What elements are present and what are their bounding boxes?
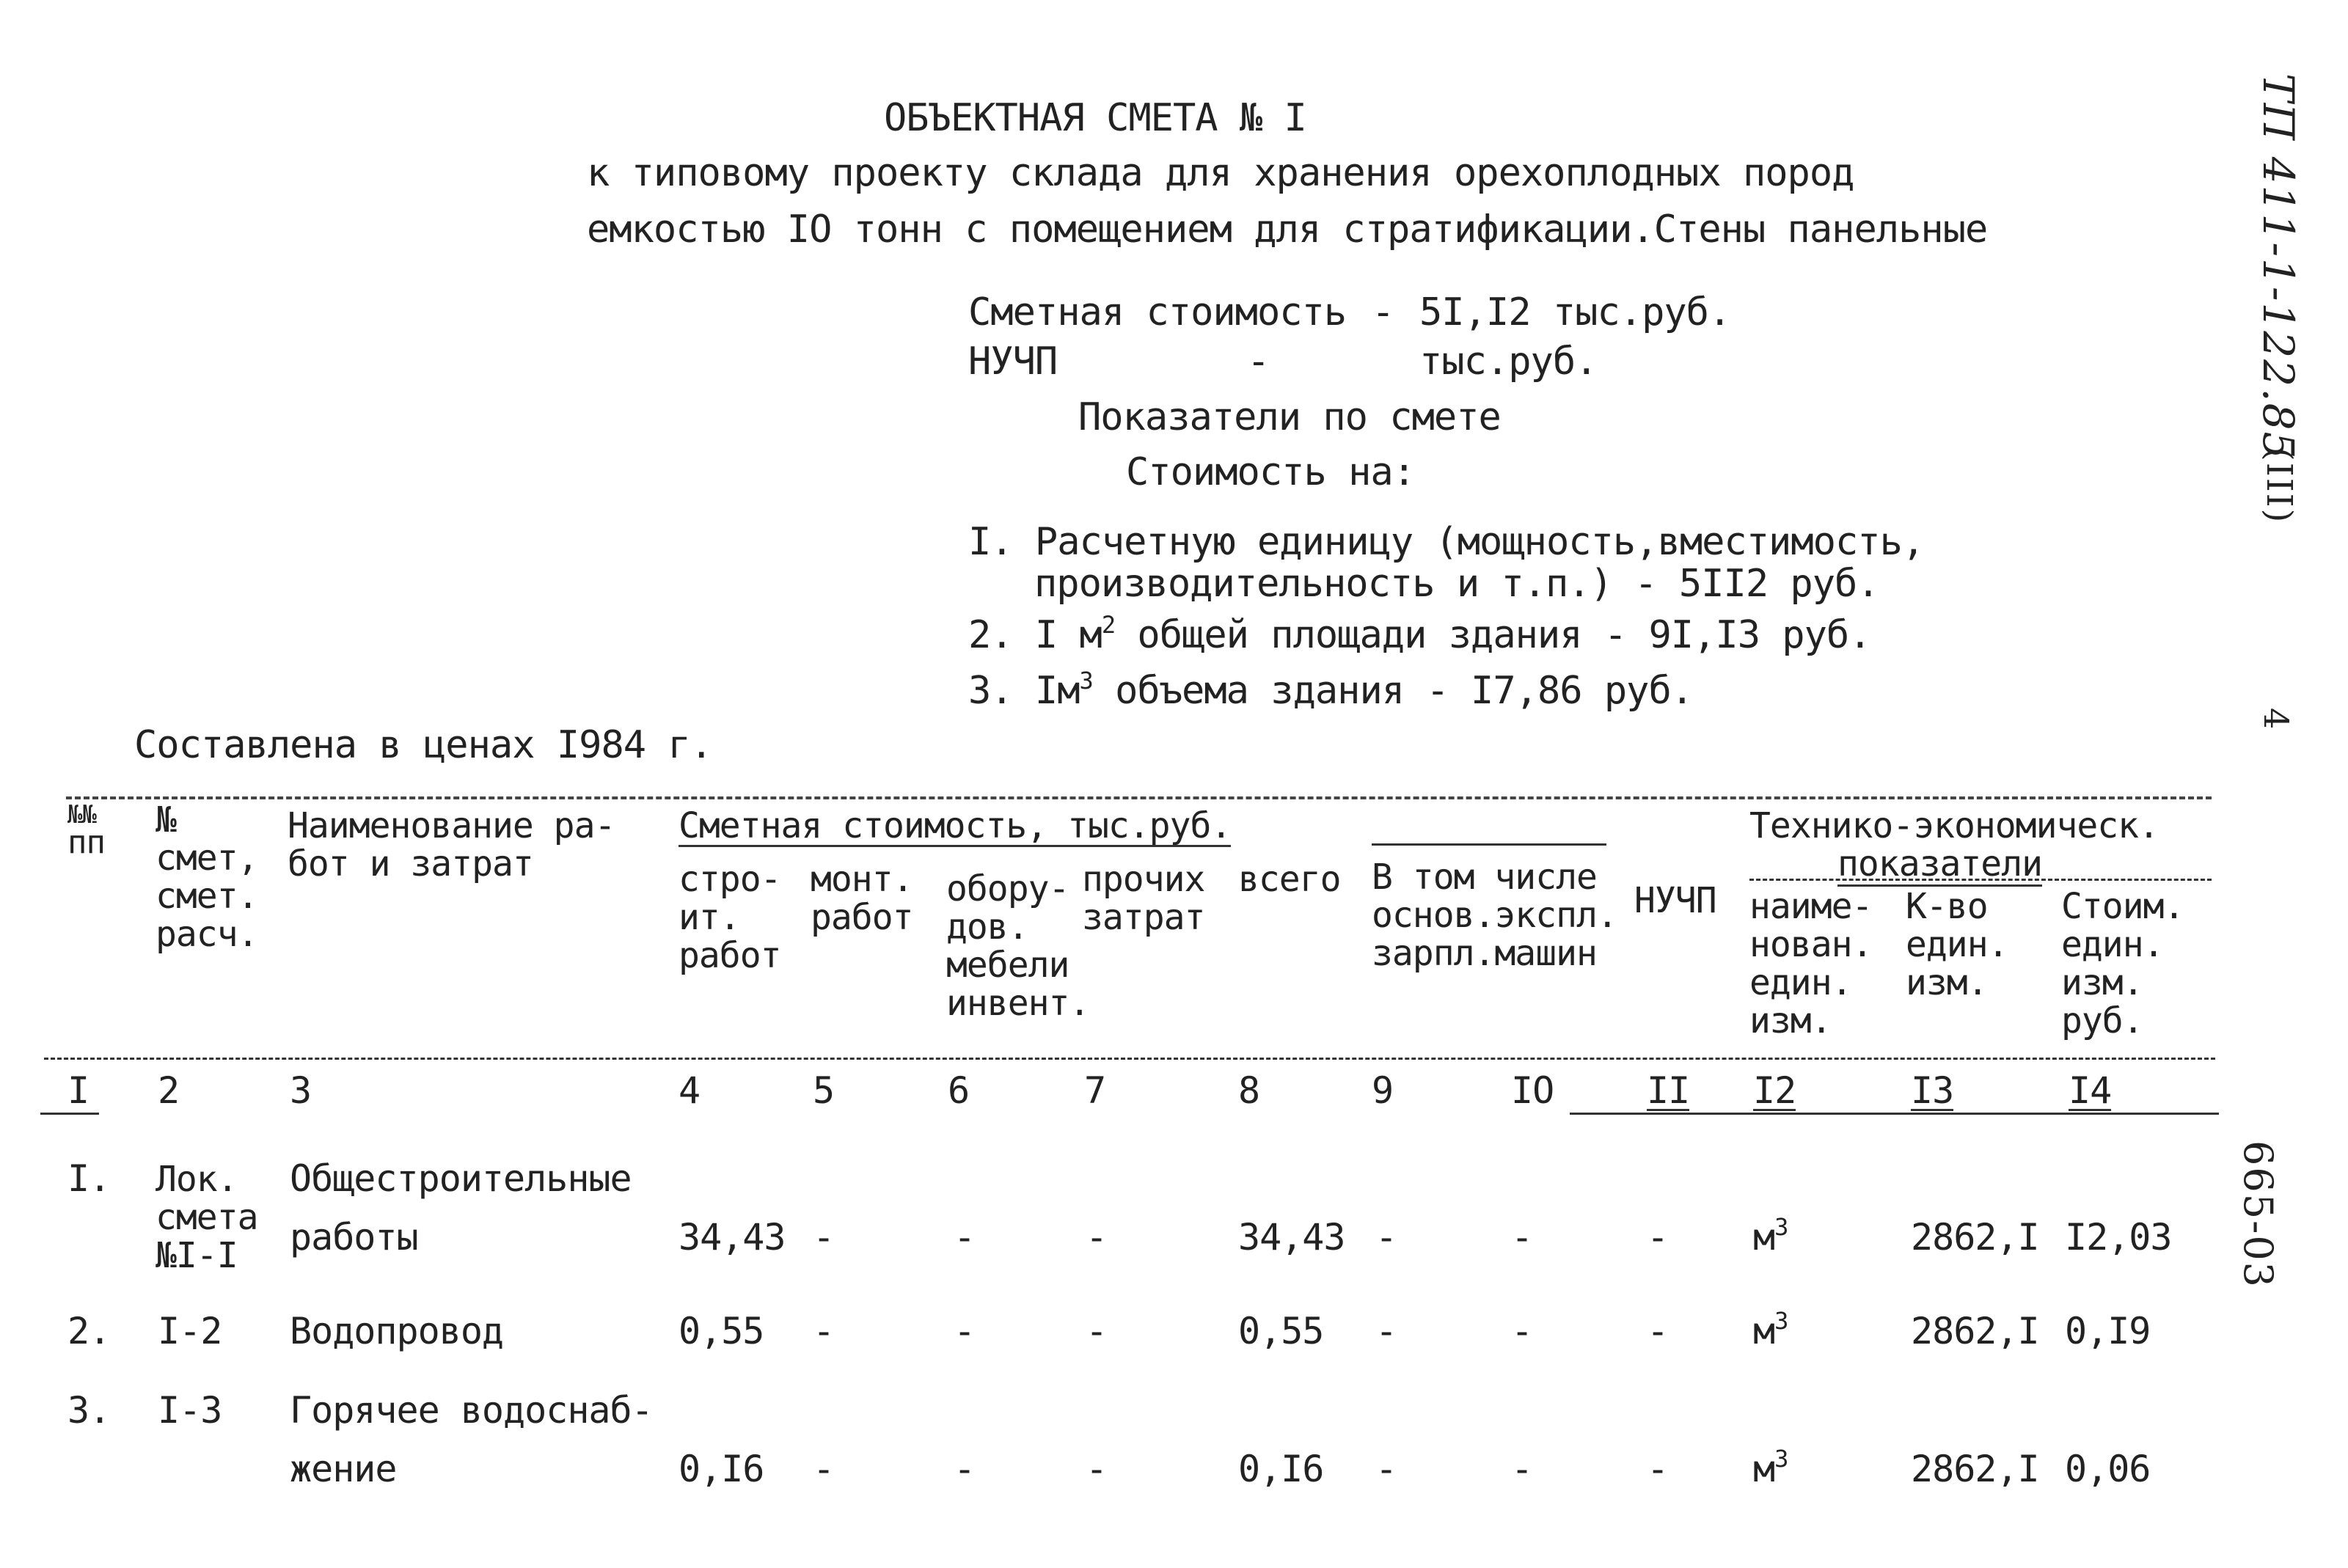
row-wages: - [1375,1310,1397,1352]
row-construction-cost: 34,43 [679,1216,786,1259]
row-other-cost: - [1086,1448,1108,1490]
header-unit-cost: Стоим. един. изм. руб. [2061,886,2184,1041]
col-num: II [1647,1069,1690,1112]
header-total: всего [1238,859,1341,900]
row-other-cost: - [1086,1216,1108,1259]
nuchp-label: НУЧП [968,340,1058,384]
header-work-name: Наименование ра- бот и затрат [288,805,615,884]
row-quantity: 2862,I [1911,1448,2039,1490]
row-number: I. [67,1157,111,1200]
row-work-name-line1: Горячее водоснаб- [290,1389,653,1432]
column-number-row [0,1069,2348,1116]
row-number: 3. [67,1389,111,1432]
row-estimate-ref: Лок. смета №I-I [156,1159,258,1276]
row-installation-cost: - [813,1448,835,1490]
document-title: ОБЪЕКТНАЯ СМЕТА № I [884,96,1306,140]
header-unit-quantity: К-во един. изм. [1906,886,2008,1003]
col-num: 8 [1238,1069,1260,1112]
document-subtitle-line2: емкостью IO тонн с помещением для стратификации.Стены панельные [587,208,1988,252]
col-num: 6 [948,1069,970,1112]
col-num: 3 [290,1069,312,1112]
table-row [0,1157,2348,1292]
row-estimate-ref: I-2 [158,1310,222,1352]
row-installation-cost: - [813,1310,835,1352]
col-num: 7 [1084,1069,1106,1112]
header-equipment: обору- дов. мебели инвент. [946,868,1090,1024]
cost-label: Сметная стоимость [968,290,1347,334]
header-unit-name: наиме- нован. един. изм. [1749,886,1873,1041]
row-quantity: 2862,I [1911,1216,2039,1259]
document-mark: (III) [2259,447,2300,524]
header-tech-group: Технико-экономическ. показатели [1749,807,2159,883]
row-unit-price: I2,03 [2065,1216,2172,1259]
row-unit: $м^3$ [1753,1307,1788,1352]
nuchp-value: тыс.руб. [1419,340,1598,384]
indicator-3: 3. $Iм^3$ объема здания - I7,86 руб. [968,667,1694,713]
header-row-number: №№ пп [67,800,105,861]
row-machines: - [1511,1448,1533,1490]
header-construction: стро- ит. работ [679,859,781,976]
document-code: ТП 411-1-122.85 [2253,73,2303,461]
header-installation: монт. работ [811,859,913,938]
header-bottom-rule [44,1058,2215,1060]
document-subtitle-line1: к типовому проекту склада для хранения орехоплодных пород [587,151,1854,195]
row-unit: $м^3$ [1753,1445,1788,1490]
row-equipment-cost: - [954,1216,976,1259]
row-machines: - [1511,1216,1533,1259]
row-number: 2. [67,1310,111,1352]
cost-value: 5I,I2 тыс.руб. [1419,290,1731,334]
row-total-cost: 34,43 [1238,1216,1345,1259]
row-wages: - [1375,1448,1397,1490]
including-rule [1372,843,1606,846]
cost-dash: - [1372,290,1394,334]
row-total-cost: 0,I6 [1238,1448,1324,1490]
row-wages: - [1375,1216,1397,1259]
header-other-costs: прочих затрат [1082,859,1205,938]
row-unit-price: 0,I9 [2065,1310,2151,1352]
row-nuchp: - [1647,1216,1669,1259]
table-top-rule [66,796,2212,799]
indicator-2: 2. I $м^2$ общей площади здания - 9I,I3 руб. [968,611,1871,657]
indicator-1-line1: I. Расчетную единицу (мощность,вместимость, [968,520,1925,564]
indicators-heading: Показатели по смете [1078,395,1501,439]
col-num: 9 [1372,1069,1394,1112]
table-row [0,1307,2348,1364]
page-number: 4 [2256,708,2296,731]
row-equipment-cost: - [954,1448,976,1490]
row-unit: $м^3$ [1753,1213,1788,1259]
row-machines: - [1511,1310,1533,1352]
registration-stamp: 665-03 [2235,1140,2281,1289]
col-num: I2 [1753,1069,1796,1112]
row-quantity: 2862,I [1911,1310,2039,1352]
col-num: I3 [1911,1069,1954,1112]
col-num-underline [1570,1113,2219,1115]
col-num: 2 [158,1069,180,1112]
header-including: В том числе основ.экспл. зарпл.машин [1372,857,1617,974]
col-num: I [67,1069,89,1112]
row-nuchp: - [1647,1448,1669,1490]
nuchp-dash: - [1247,340,1270,384]
col-num: 5 [813,1069,835,1112]
row-work-name-line1: Общестроительные [290,1157,632,1200]
row-construction-cost: 0,55 [679,1310,764,1352]
row-construction-cost: 0,I6 [679,1448,764,1490]
header-nuchp: НУЧП [1634,880,1716,921]
row-nuchp: - [1647,1310,1669,1352]
compiled-note: Составлена в ценах I984 г. [134,723,712,767]
table-row [0,1389,2348,1502]
col-num: I4 [2069,1069,2112,1112]
col-num: 4 [679,1069,701,1112]
header-cost-group: Сметная стоимость, тыс.руб. [679,805,1232,846]
row-work-name-line2: работы [290,1216,418,1259]
row-total-cost: 0,55 [1238,1310,1324,1352]
row-work-name-line1: Водопровод [290,1310,504,1352]
header-estimate-number: № смет, смет. расч. [156,799,258,955]
tech-group-rule [1749,879,2212,881]
row-unit-price: 0,06 [2065,1448,2151,1490]
col-num-underline [40,1113,99,1115]
indicator-1-line2: производительность и т.п.) - 5II2 руб. [1034,562,1879,606]
row-estimate-ref: I-3 [158,1389,222,1432]
row-equipment-cost: - [954,1310,976,1352]
row-other-cost: - [1086,1310,1108,1352]
row-installation-cost: - [813,1216,835,1259]
row-work-name-line2: жение [290,1448,397,1490]
col-num: IO [1511,1069,1554,1112]
indicators-subheading: Стоимость на: [1126,450,1415,494]
